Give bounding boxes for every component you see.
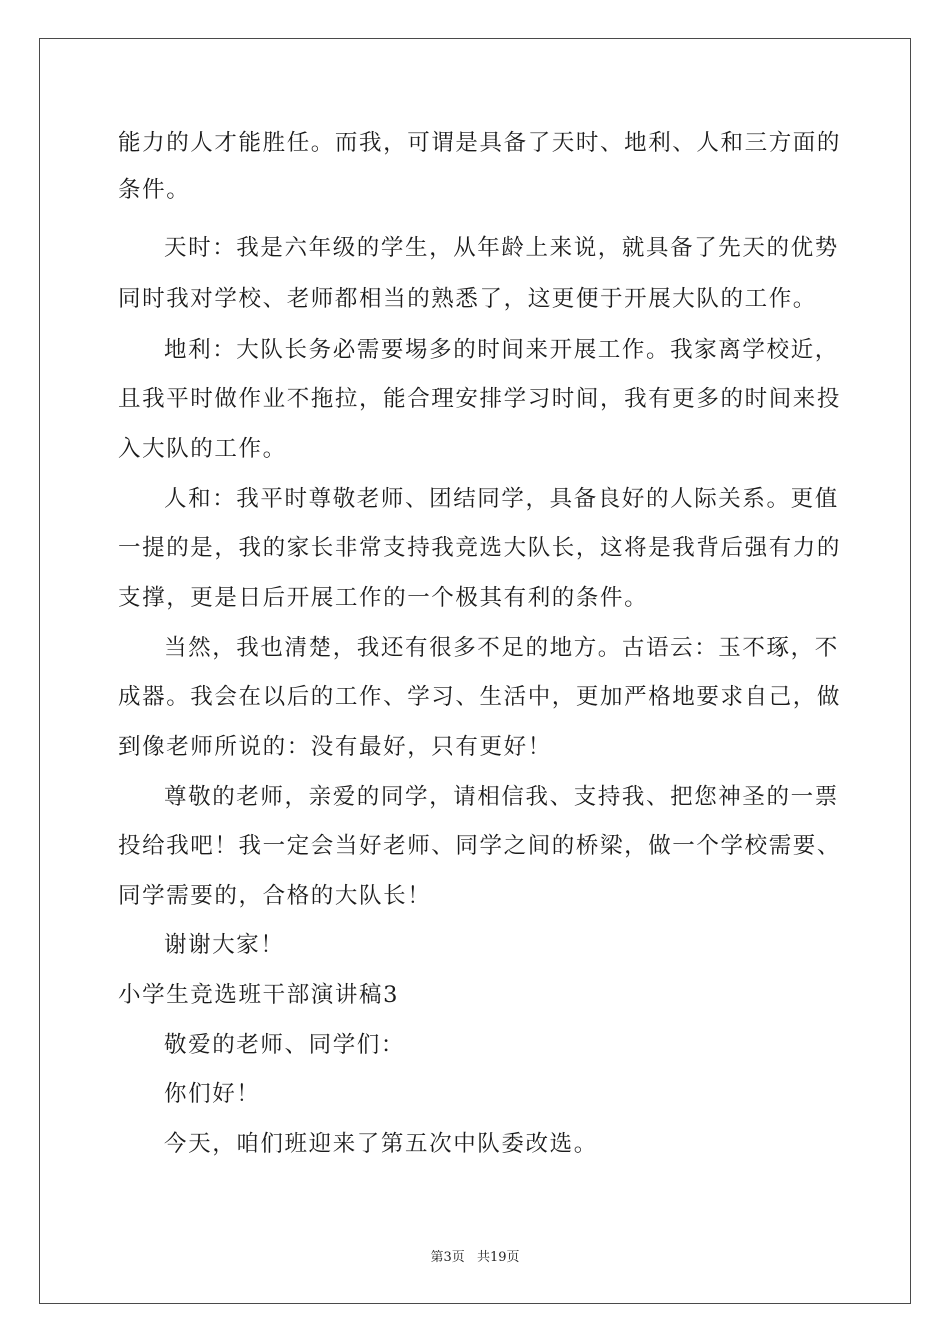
paragraph-line: 到像老师所说的：没有最好，只有更好！ xyxy=(118,734,552,760)
paragraph-line: 投给我吧！我一定会当好老师、同学之间的桥梁，做一个学校需要、 xyxy=(118,833,842,859)
paragraph-line: 天时：我是六年级的学生，从年龄上来说，就具备了先天的优势 xyxy=(164,235,839,261)
total-page-count: 共19页 xyxy=(476,1250,520,1265)
paragraph-line: 同时我对学校、老师都相当的熟悉了，这更便于开展大队的工作。 xyxy=(118,286,817,312)
paragraph-line: 条件。 xyxy=(118,177,191,203)
paragraph-line: 人和：我平时尊敬老师、团结同学，具备良好的人际关系。更值 xyxy=(164,486,839,512)
paragraph-line: 敬爱的老师、同学们： xyxy=(164,1032,406,1058)
paragraph-line: 能力的人才能胜任。而我，可谓是具备了天时、地利、人和三方面的 xyxy=(118,130,842,156)
paragraph-line: 同学需要的，合格的大队长！ xyxy=(118,883,432,909)
page-border xyxy=(39,38,911,1304)
page-footer xyxy=(0,1246,950,1265)
paragraph-line: 当然，我也清楚，我还有很多不足的地方。古语云：玉不琢，不 xyxy=(164,635,839,661)
paragraph-line: 尊敬的老师，亲爱的同学，请相信我、支持我、把您神圣的一票 xyxy=(164,784,839,810)
paragraph-line: 且我平时做作业不拖拉，能合理安排学习时间，我有更多的时间来投 xyxy=(118,386,842,412)
paragraph-line: 你们好！ xyxy=(164,1081,261,1107)
paragraph-line: 成器。我会在以后的工作、学习、生活中，更加严格地要求自己，做 xyxy=(118,684,842,710)
paragraph-line: 谢谢大家！ xyxy=(164,932,285,958)
current-page-number: 第3页 xyxy=(430,1250,465,1265)
paragraph-line: 今天，咱们班迎来了第五次中队委改选。 xyxy=(164,1131,598,1157)
section-heading: 小学生竞选班干部演讲稿3 xyxy=(118,982,400,1008)
paragraph-line: 支撑，更是日后开展工作的一个极其有利的条件。 xyxy=(118,585,649,611)
paragraph-line: 入大队的工作。 xyxy=(118,436,287,462)
paragraph-line: 一提的是，我的家长非常支持我竞选大队长，这将是我背后强有力的 xyxy=(118,535,842,561)
paragraph-line: 地利：大队长务必需要埸多的时间来开展工作。我家离学校近， xyxy=(164,337,839,363)
